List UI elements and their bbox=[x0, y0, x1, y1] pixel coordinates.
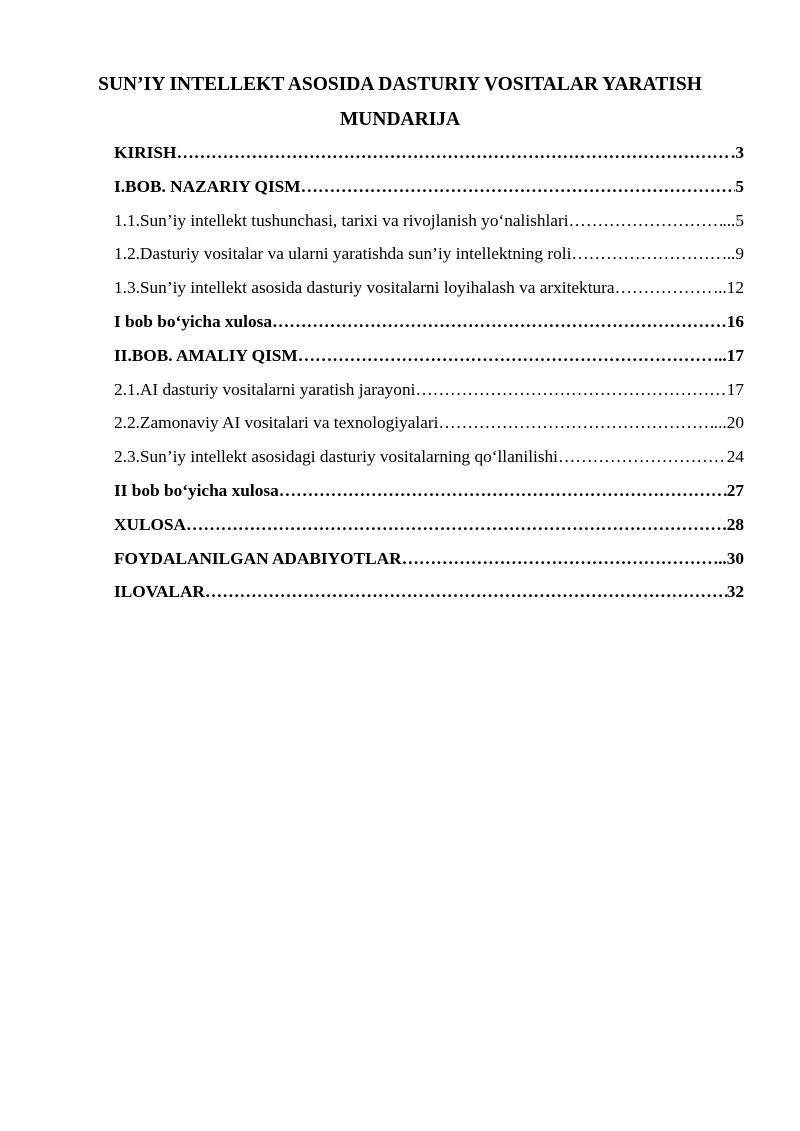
toc-entry-label: FOYDALANILGAN ADABIYOTLAR bbox=[114, 548, 402, 568]
toc-entry-label: 2.2.Zamonaviy AI vositalari va texnologiyalari bbox=[114, 413, 439, 433]
toc-entry-page-number: 32 bbox=[726, 582, 744, 602]
toc-entry-label: XULOSA bbox=[114, 514, 187, 534]
toc-entry-page-number: 5 bbox=[735, 176, 744, 196]
toc-dot-leader bbox=[176, 143, 731, 163]
toc-dot-leader bbox=[615, 278, 714, 298]
toc-dot-leader bbox=[205, 582, 727, 602]
toc-entry[interactable] bbox=[114, 481, 744, 515]
table-of-contents bbox=[114, 143, 744, 616]
toc-entry-page-number: ...9 bbox=[722, 244, 744, 264]
toc-entry-label: 2.3.Sun’iy intellekt asosidagi dasturiy vositalarning qo‘llanilishi bbox=[114, 447, 558, 467]
toc-entry-label: 1.3.Sun’iy intellekt asosida dasturiy vositalarni loyihalash va arxitektura bbox=[114, 278, 615, 298]
toc-entry[interactable] bbox=[114, 278, 744, 312]
toc-dot-leader bbox=[571, 244, 722, 264]
toc-entry-page-number: ...17 bbox=[713, 345, 744, 365]
toc-entry-label: KIRISH bbox=[114, 143, 177, 162]
toc-entry-label: I.BOB. NAZARIY QISM bbox=[114, 176, 301, 196]
toc-dot-leader bbox=[402, 549, 714, 569]
toc-entry-page-number: ...30 bbox=[713, 548, 744, 568]
toc-entry-label: I bob bo‘yicha xulosa bbox=[114, 311, 272, 331]
toc-entry-page-number: 27 bbox=[726, 480, 744, 500]
toc-entry[interactable] bbox=[114, 211, 744, 245]
toc-entry-label: 1.2.Dasturiy vositalar va ularni yaratishda sun’iy intellektning roli bbox=[114, 244, 572, 264]
toc-dot-leader bbox=[301, 177, 736, 197]
toc-entry-label: 2.1.AI dasturiy vositalarni yaratish jarayoni bbox=[114, 379, 416, 399]
toc-dot-leader bbox=[186, 515, 727, 535]
toc-dot-leader bbox=[415, 380, 726, 400]
toc-entry-page-number: ...5 bbox=[722, 210, 744, 230]
toc-entry-page-number: 16 bbox=[726, 311, 744, 331]
toc-entry-page-number: ...12 bbox=[713, 278, 744, 298]
toc-entry-label: ILOVALAR bbox=[114, 582, 205, 602]
toc-entry-page-number: 24 bbox=[726, 447, 744, 467]
toc-entry[interactable] bbox=[114, 177, 744, 211]
toc-entry-page-number: ...20 bbox=[713, 413, 744, 433]
toc-entry[interactable] bbox=[114, 515, 744, 549]
toc-dot-leader bbox=[298, 346, 714, 366]
toc-entry-page-number: 28 bbox=[726, 514, 744, 534]
toc-entry-label: II bob bo‘yicha xulosa bbox=[114, 480, 279, 500]
toc-entry[interactable] bbox=[114, 380, 744, 414]
toc-dot-leader bbox=[569, 211, 723, 231]
toc-entry[interactable] bbox=[114, 549, 744, 583]
toc-entry[interactable] bbox=[114, 447, 744, 481]
toc-entry-label: II.BOB. AMALIY QISM bbox=[114, 345, 298, 365]
toc-dot-leader bbox=[272, 312, 727, 332]
toc-heading: MUNDARIJA bbox=[339, 109, 461, 130]
toc-entry[interactable] bbox=[114, 413, 744, 447]
toc-entry[interactable] bbox=[114, 312, 744, 346]
toc-entry[interactable] bbox=[114, 582, 744, 616]
toc-entry[interactable] bbox=[114, 143, 744, 177]
toc-entry[interactable] bbox=[114, 346, 744, 380]
toc-entry-page-number: 17 bbox=[726, 379, 744, 399]
toc-entry-label: 1.1.Sun’iy intellekt tushunchasi, tarixi va rivojlanish yo‘nalishlari bbox=[114, 210, 569, 230]
toc-dot-leader bbox=[438, 413, 713, 433]
toc-entry-page-number: .3 bbox=[731, 143, 744, 162]
toc-dot-leader bbox=[558, 447, 727, 467]
toc-entry[interactable] bbox=[114, 244, 744, 278]
toc-dot-leader bbox=[279, 481, 727, 501]
document-title: SUN’IY INTELLEKT ASOSIDA DASTURIY VOSITALAR YARATISH bbox=[98, 74, 702, 95]
